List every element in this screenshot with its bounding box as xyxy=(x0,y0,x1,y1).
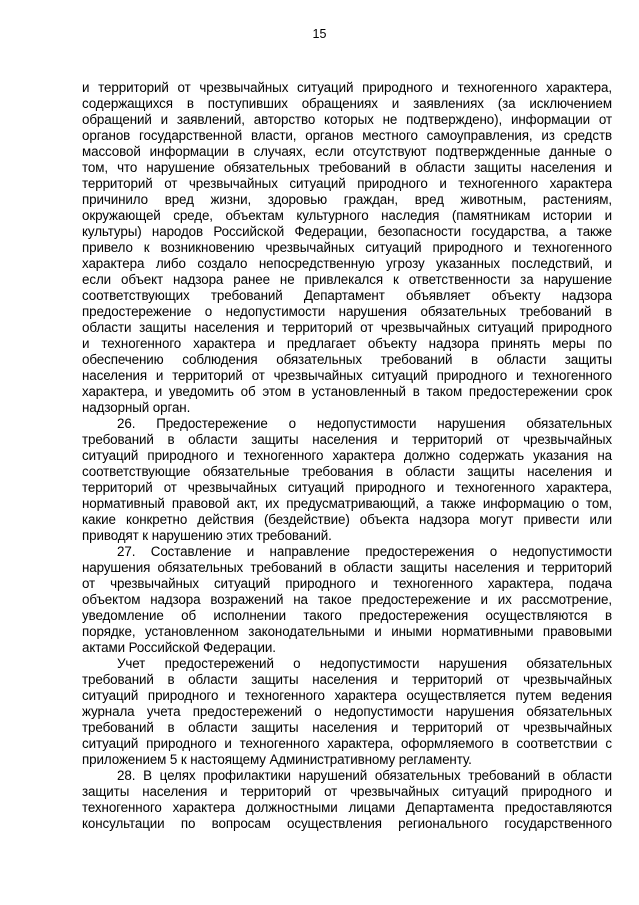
paragraph-continuation xyxy=(82,80,612,416)
text-line: ситуаций природного и техногенного характера должно содержать указания на xyxy=(82,448,612,463)
paragraph-accounting xyxy=(82,656,612,768)
text-line: приводят к нарушению этих требований. xyxy=(82,528,332,543)
text-line: предостережение о недопустимости нарушения обязательных требований в xyxy=(82,304,612,319)
text-line: характера, и уведомить об этом в установленный в таком предостережении срок xyxy=(82,384,612,399)
text-line: соответствующие обязательные требования в области защиты населения и xyxy=(82,464,612,479)
text-line: консультации по вопросам осуществления регионального государственного xyxy=(82,816,612,831)
text-line: ситуаций природного и техногенного характера осуществляется путем ведения xyxy=(82,688,612,703)
text-line: причинило вред жизни, здоровью граждан, вред животным, растениям, xyxy=(82,192,612,207)
text-line: надзорный орган. xyxy=(82,400,191,415)
paragraph-28 xyxy=(82,768,612,832)
text-line: соответствующих требований Департамент объявляет объекту надзора xyxy=(82,288,612,303)
text-line: требований в области защиты населения и территорий от чрезвычайных xyxy=(82,432,612,447)
text-line: порядке, установленном законодательными и иными нормативными правовыми xyxy=(82,624,612,639)
text-line: культуры) народов Российской Федерации, безопасности государства, а также xyxy=(82,224,612,239)
text-line: актами Российской Федерации. xyxy=(82,640,276,655)
text-line: техногенного характера должностными лицами Департамента предоставляются xyxy=(82,800,612,815)
text-line: приложением 5 к настоящему Административному регламенту. xyxy=(82,752,472,767)
text-line: Учет предостережений о недопустимости нарушения обязательных xyxy=(117,656,612,671)
text-line: уведомление об исполнении такого предостережения осуществляются в xyxy=(82,608,612,623)
text-line: 28. В целях профилактики нарушений обязательных требований в области xyxy=(117,768,612,783)
text-line: нарушения обязательных требований в области защиты населения и территорий xyxy=(82,560,612,575)
text-line: привело к возникновению чрезвычайных ситуаций природного и техногенного xyxy=(82,240,612,255)
text-line: ситуаций природного и техногенного характера, оформляемого в соответствии с xyxy=(82,736,612,751)
text-line: требований в области защиты населения и территорий от чрезвычайных xyxy=(82,720,612,735)
text-line: и техногенного характера и предлагает объекту надзора принять меры по xyxy=(82,336,612,351)
text-line: обращений и заявлений, авторство которых не подтверждено), информации от xyxy=(82,112,612,127)
text-line: органов государственной власти, органов местного самоуправления, из средств xyxy=(82,128,612,143)
paragraph-27 xyxy=(82,544,612,656)
text-line: нормативный правовой акт, их предусматривающий, а также информацию о том, xyxy=(82,496,612,511)
text-line: территорий от чрезвычайных ситуаций природного и техногенного характера xyxy=(82,176,612,191)
text-line: объектом надзора возражений на такое предостережение и их рассмотрение, xyxy=(82,592,612,607)
text-line: 26. Предостережение о недопустимости нарушения обязательных xyxy=(117,416,612,431)
text-line: 27. Составление и направление предостережения о недопустимости xyxy=(117,544,612,559)
text-line: окружающей среде, объектам культурного наследия (памятникам истории и xyxy=(82,208,612,223)
text-line: какие конкретно действия (бездействие) объекта надзора могут привести или xyxy=(82,512,612,527)
text-line: и территорий от чрезвычайных ситуаций природного и техногенного характера, xyxy=(82,80,612,95)
text-line: населения и территорий от чрезвычайных ситуаций природного и техногенного xyxy=(82,368,612,383)
text-line: характера либо создало непосредственную угрозу указанных последствий, и xyxy=(82,256,612,271)
text-line: содержащихся в поступивших обращениях и заявлениях (за исключением xyxy=(82,96,612,111)
text-line: территорий от чрезвычайных ситуаций природного и техногенного характера, xyxy=(82,480,612,495)
text-line: если объект надзора ранее не привлекался к ответственности за нарушение xyxy=(82,272,612,287)
paragraph-26 xyxy=(82,416,612,544)
document-body xyxy=(82,80,612,832)
text-line: требований в области защиты населения и территорий от чрезвычайных xyxy=(82,672,612,687)
text-line: защиты населения и территорий от чрезвычайных ситуаций природного и xyxy=(82,784,612,799)
text-line: от чрезвычайных ситуаций природного и техногенного характера, подача xyxy=(82,576,612,591)
text-line: том, что нарушение обязательных требований в области защиты населения и xyxy=(82,160,612,175)
text-line: обеспечению соблюдения обязательных требований в области защиты xyxy=(82,352,612,367)
text-line: массовой информации в случаях, если отсутствуют подтвержденные данные о xyxy=(82,144,612,159)
text-line: журнала учета предостережений о недопустимости нарушения обязательных xyxy=(82,704,612,719)
page-number: 15 xyxy=(312,27,327,41)
text-line: области защиты населения и территорий от чрезвычайных ситуаций природного xyxy=(82,320,612,335)
